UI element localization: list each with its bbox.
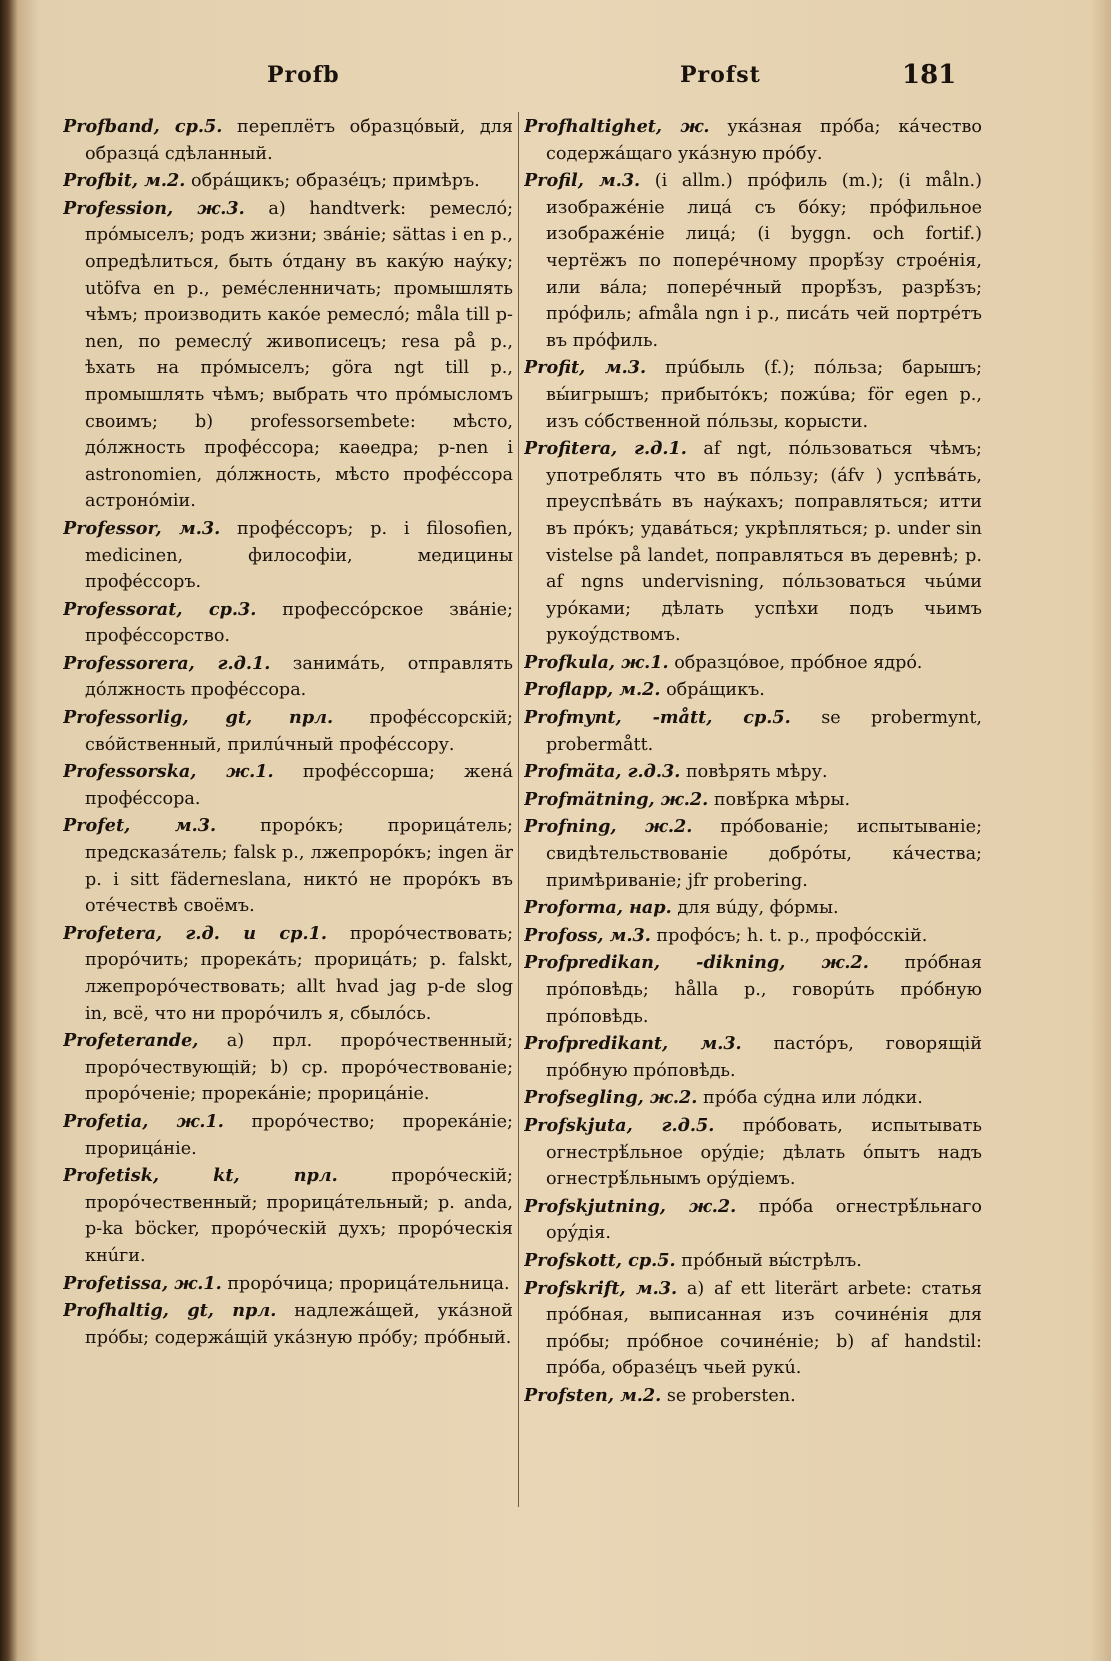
entry-headword: Profmätning, ж.2. [524,788,709,810]
dictionary-entry [524,1194,982,1247]
dictionary-entry [524,1276,982,1382]
entry-headword: Profoss, м.3. [524,924,651,946]
entry-definition: повѣ́рка мѣры. [713,789,851,810]
entry-headword: Profbit, м.2. [63,170,186,192]
left-running-head: Profb [267,62,340,88]
entry-definition: для вúду, фóрмы. [677,898,839,919]
dictionary-entry [63,1298,513,1351]
dictionary-entry [524,436,982,649]
entry-definition: переплётъ образцóвый, для образцá сдѣланный. [85,117,513,164]
dictionary-entry [63,597,513,650]
dictionary-entry [524,1031,982,1084]
entry-headword: Proflapp, м.2. [524,679,661,701]
entry-definition: прúбыль (f.); пóльза; барышъ; вы́игрышъ; прибытóкъ; пожúва; för egen p., изъ сóбственной пóльзы, корысти. [546,358,982,432]
entry-definition: прорóчествовать; прорóчить; прорекáть; прорицáть; p. falskt, лжепрорóчествовать; allt hvad jag p-de slog in, всё, что ни прорóчилъ я, сбылóсь. [85,923,513,1024]
entry-definition: прорóческій; прорóчественный; прорицáтельный; p. anda, p-ka böcker, прорóческій духъ; прорóческія кнúги. [85,1166,513,1266]
entry-headword: Profband, ср.5. [63,116,223,137]
entry-definition: пастóръ, говорящій прóбную прóповѣдь. [546,1034,982,1081]
dictionary-entry [524,650,982,677]
dictionary-entry [524,677,982,704]
entry-definition: af ngt, пóльзоваться чѣмъ; употреблять что въ пóльзу; (áfv ) успѣвáть, преуспѣвáть въ наýкахъ; поправляться; итти въ прóкъ; удавáться; укрѣпляться; p. under sin vistelse på landet, поправляться въ деревнѣ; p. af ngns undervisning, пóльзоваться чьúми урóками; дѣлать успѣхи подъ чьимъ рукоýдствомъ. [546,439,982,646]
dictionary-entry [524,168,982,354]
entry-definition: (i allm.) прóфиль (m.); (i måln.) изображéніе лицá съ бóку; прóфильное изображéніе лицá; (i byggn. och fortif.) чертёжъ по поперéчному прорѣ́зу строéнія, или вáла; поперéчный прорѣ́зъ, разрѣ́зъ; прóфиль; afmåla ngn i p., писáть чей портрéтъ въ прóфиль. [546,171,982,351]
dictionary-entry [524,1113,982,1193]
entry-headword: Profning, ж.2. [524,816,693,838]
dictionary-entry [63,1163,513,1269]
entry-headword: Profhaltighet, ж. [524,116,710,137]
entry-definition: обрáщикъ. [666,680,765,701]
dictionary-entry [524,1085,982,1112]
dictionary-entry [524,787,982,814]
dictionary-entry [524,1383,982,1410]
dictionary-entry [524,355,982,435]
entry-headword: Profpredikan, -dikning, ж.2. [524,952,869,974]
dictionary-entry [524,895,982,922]
dictionary-entry [63,114,513,167]
entry-headword: Profil, м.3. [524,170,641,192]
left-column [63,114,513,1514]
entry-definition: a) прл. прорóчественный; прорóчествующій; b) ср. прорóчествованіе; прорóченіе; прорекáніе; прорицáніе. [85,1031,513,1105]
entry-definition: se probermynt, probermått. [546,708,982,755]
right-column [524,114,982,1514]
entry-headword: Profsegling, ж.2. [524,1087,698,1109]
dictionary-entry [63,196,513,515]
entry-headword: Professorat, ср.3. [63,598,257,620]
entry-headword: Profetisk, kt, прл. [63,1165,338,1187]
page-number: 181 [902,60,957,90]
entry-headword: Profsten, м.2. [524,1384,662,1406]
entry-definition: профессóрское звáніе; профéссорство. [85,599,513,647]
entry-definition: a) handtverk: ремеслó; прóмыселъ; родъ жизни; звáніе; sättas i en p., опредѣлиться, быть óтдану въ какýю наýку; utöfva en p., ремéсленничать; промышлять чѣмъ; производить какóе ремеслó; måla till p-nen, по ремеслý живописецъ; resa på p., ѣхать на прóмыселъ; göra ngt till p., промышлять чѣмъ; выбрать что прóмысломъ своимъ; b) professorsembete: мѣсто, дóлжность профéссора; каѳедра; p-nen i astronomien, дóлжность, мѣсто профéссора астронóміи. [85,198,513,512]
entry-headword: Professorera, г.д.1. [63,652,271,674]
dictionary-entry [524,950,982,1030]
entry-headword: Profskott, ср.5. [524,1249,676,1271]
page-header [62,62,1062,102]
column-divider [518,112,519,1507]
entry-headword: Professor, м.3. [63,517,221,539]
entry-definition: повѣрять мѣру. [685,762,828,783]
entry-headword: Profmynt, -mått, ср.5. [524,707,791,729]
entry-headword: Profskrift, м.3. [524,1277,678,1299]
entry-headword: Profitera, г.д.1. [524,438,687,460]
entry-headword: Profetissa, ж.1. [63,1272,222,1294]
dictionary-entry [63,516,513,596]
dictionary-entry [524,759,982,786]
entry-headword: Profeterande, [63,1030,199,1052]
entry-definition: прорóкъ; прорицáтель; предсказáтель; falsk p., лжепрорóкъ; ingen är p. i sitt fäderneslana, никтó не прорóкъ въ отéчествѣ своёмъ. [85,816,513,917]
dictionary-entry [63,1109,513,1162]
entry-headword: Professorska, ж.1. [63,761,274,783]
dictionary-entry [63,813,513,919]
entry-headword: Profmäta, г.д.3. [524,761,681,783]
entry-headword: Profetera, г.д. и ср.1. [63,922,327,944]
entry-definition: прóбная прóповѣдь; hålla p., говорúть прóбную прóповѣдь. [546,953,982,1027]
entry-headword: Profet, м.3. [63,815,217,837]
entry-headword: Profpredikant, м.3. [524,1033,742,1055]
entry-definition: надлежáщей, укáзной прóбы; содержáщій укáзную прóбу; прóбный. [85,1301,513,1348]
dictionary-entry [524,705,982,758]
dictionary-entry [63,168,513,195]
entry-headword: Profetia, ж.1. [63,1110,224,1132]
dictionary-entry [524,1248,982,1275]
entry-definition: занимáть, отправлять дóлжность профéссора. [85,653,513,701]
dictionary-entry [524,923,982,950]
entry-definition: se probersten. [666,1385,796,1406]
dictionary-entry [63,705,513,758]
entry-headword: Profskjutning, ж.2. [524,1195,737,1217]
dictionary-entry [63,1028,513,1108]
entry-definition: прорóчество; прорекáніе; прорицáніе. [85,1111,513,1159]
entry-definition: профéссоръ; p. i filosofien, medicinen, философіи, медицины профéссоръ. [85,518,513,593]
entry-definition: укáзная прóба; кáчество содержáщаго укáзную прóбу. [546,117,982,164]
entry-definition: прóбный вы́стрѣлъ. [681,1250,862,1271]
entry-headword: Profession, ж.3. [63,197,245,219]
entry-definition: профóсъ; h. t. p., профóсскій. [656,925,928,946]
dictionary-entry [524,114,982,167]
entry-definition: прóба сýдна или лóдки. [702,1088,923,1109]
right-running-head: Profst [680,62,761,88]
entry-definition: обрáщикъ; образéцъ; примѣръ. [190,171,480,192]
entry-headword: Proforma, нар. [524,897,672,919]
entry-definition: профéссорша; женá профéссора. [85,762,513,809]
dictionary-entry [63,921,513,1027]
entry-headword: Profit, м.3. [524,357,647,379]
dictionary-entry [63,1271,513,1298]
entry-headword: Profkula, ж.1. [524,651,669,673]
entry-headword: Professorlig, gt, прл. [63,707,334,729]
entry-definition: a) af ett literärt arbete: статья прóбная, выписанная изъ сочинéнія для прóбы; прóбное сочинéніе; b) af handstil: прóба, образéцъ чьей рукú. [546,1278,982,1379]
entry-headword: Profskjuta, г.д.5. [524,1114,715,1136]
entry-definition: прóба огнестрѣ́льнаго орýдія. [546,1196,982,1244]
dictionary-entry [63,759,513,812]
entry-headword: Profhaltig, gt, прл. [63,1300,277,1322]
entry-definition: профéссорскій; свóйственный, прилúчный профéссору. [85,708,513,755]
dictionary-entry [524,814,982,894]
entry-definition: прóбованіе; испытываніе; свидѣтельствованіе добрóты, кáчества; примѣриваніе; jfr probering. [546,817,982,891]
entry-definition: прóбовать, испытывать огнестрѣ́льное орýдіе; дѣлать óпытъ надъ огнестрѣ́льнымъ орýдіемъ. [546,1115,982,1190]
dictionary-entry [63,651,513,704]
entry-definition: образцóвое, прóбное ядрó. [674,652,923,673]
entry-definition: прорóчица; прорицáтельница. [227,1273,510,1294]
